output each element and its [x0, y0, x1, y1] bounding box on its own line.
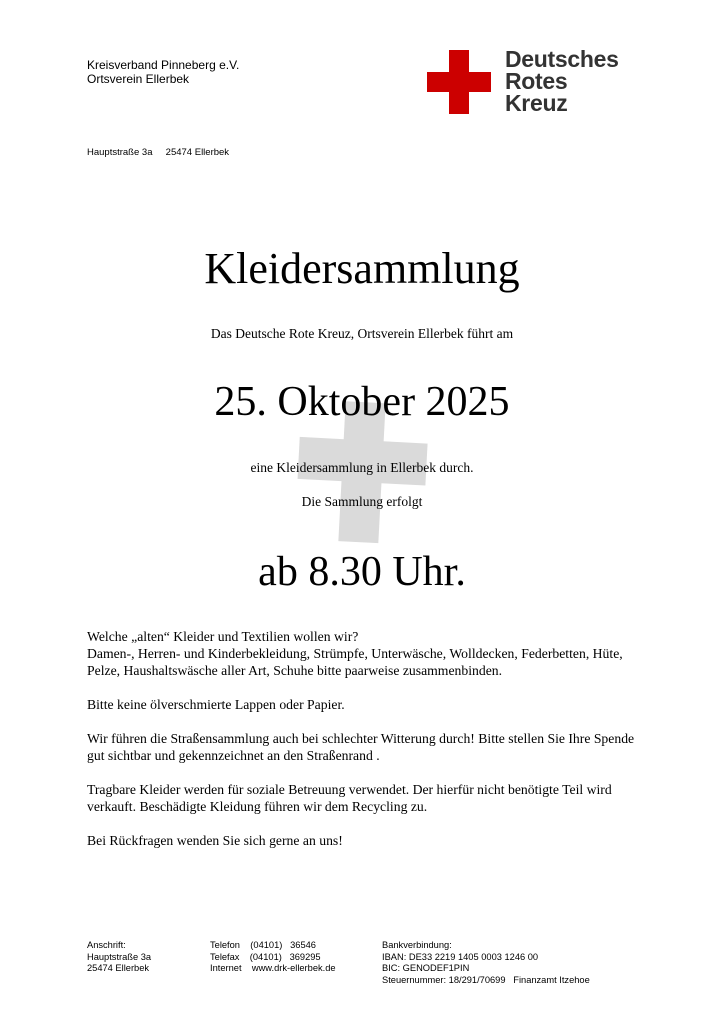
footer-city: 25474 Ellerbek: [87, 963, 150, 973]
footer-fax: Telefax (04101) 369295: [210, 951, 321, 962]
footer-bic: BIC: GENODEF1PIN: [382, 963, 470, 973]
event-time: ab 8.30 Uhr.: [258, 549, 466, 595]
intro-text: Das Deutsche Rote Kreuz, Ortsverein Ellerbek führt am: [210, 326, 514, 341]
logo-word-1: Deutsches: [505, 46, 619, 72]
red-cross-icon: [427, 50, 491, 114]
footer-iban: IBAN: DE33 2219 1405 0003 1246 00: [382, 951, 539, 962]
event-date: 25. Oktober 2025: [214, 379, 510, 425]
drk-logo: [427, 46, 637, 120]
paragraph-exclusions: Bitte keine ölverschmierte Lappen oder Papier.: [87, 697, 345, 712]
logo-wordmark: [505, 48, 619, 114]
footer-bank: [382, 940, 590, 986]
paragraph-items: [87, 628, 647, 679]
items-question: Welche „alten“ Kleider und Textilien wollen wir?: [87, 629, 359, 644]
footer-street: Hauptstraße 3a: [87, 951, 152, 962]
org-branch: Ortsverein Ellerbek: [87, 72, 190, 86]
footer-address: [87, 940, 151, 975]
event-description: eine Kleidersammlung in Ellerbek durch.: [250, 460, 474, 475]
event-start-label: Die Sammlung erfolgt: [301, 494, 423, 509]
page-title: Kleidersammlung: [204, 244, 520, 293]
logo-word-2: Rotes: [505, 68, 568, 94]
footer-website: Internet www.drk-ellerbek.de: [210, 963, 336, 973]
organization-header: [87, 58, 239, 86]
paragraph-weather: Wir führen die Straßensammlung auch bei schlechter Witterung durch! Bitte stellen Sie Ihre Spende gut sichtbar und gekennzeichnet an den Straßenrand .: [87, 731, 635, 763]
footer-tax-number: Steuernummer: 18/291/70699 Finanzamt Itzehoe: [382, 974, 590, 985]
paragraph-usage: Tragbare Kleider werden für soziale Betreuung verwendet. Der hierfür nicht benötigte Teil wird verkauft. Beschädigte Kleidung führen wir dem Recycling zu.: [87, 782, 612, 814]
org-name: Kreisverband Pinneberg e.V.: [87, 58, 240, 72]
paragraph-contact: Bei Rückfragen wenden Sie sich gerne an uns!: [87, 833, 343, 848]
footer-address-label: Anschrift:: [87, 940, 126, 950]
footer-contact: [210, 940, 336, 975]
footer-phone: Telefon (04101) 36546: [210, 940, 316, 950]
items-list: Damen-, Herren- und Kinderbekleidung, Strümpfe, Unterwäsche, Wolldecken, Federbetten, Hüte, Pelze, Haushaltswäsche aller Art, Schuhe bitte paarweise zusammenbinden.: [87, 646, 623, 678]
logo-word-3: Kreuz: [505, 90, 568, 116]
footer-bank-label: Bankverbindung:: [382, 940, 452, 950]
body-text: [87, 628, 647, 866]
sender-address-line: Hauptstraße 3a 25474 Ellerbek: [87, 147, 230, 158]
